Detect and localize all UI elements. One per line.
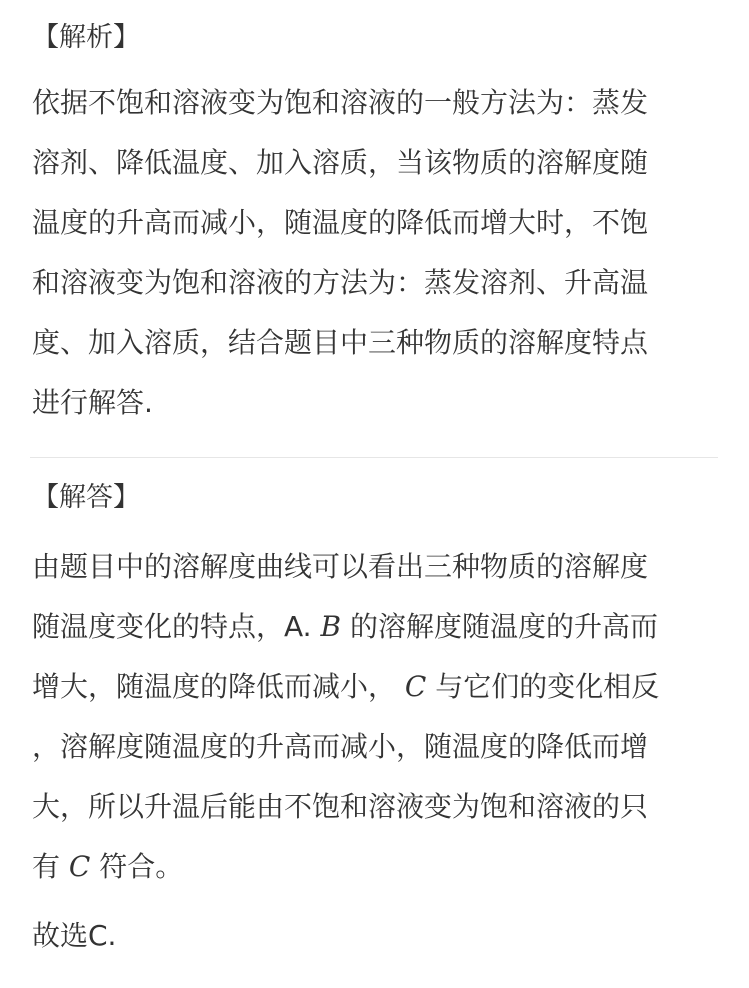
answer-line-3-text-a: 增大，随温度的降低而减小， — [32, 670, 405, 703]
analysis-label: 【解析】 — [32, 22, 140, 53]
answer-body — [32, 537, 717, 897]
math-variable-b: B — [320, 610, 342, 643]
analysis-section — [32, 18, 717, 58]
answer-line-6 — [32, 837, 717, 897]
analysis-line-3: 温度的升高而减小，随温度的降低而增大时，不饱 — [32, 206, 649, 239]
answer-line-2 — [32, 597, 717, 657]
answer-conclusion: 故选C. — [32, 919, 117, 952]
analysis-line-6: 进行解答. — [32, 386, 153, 419]
answer-line-3-text-c: 与它们的变化相反 — [426, 670, 660, 703]
answer-section — [32, 478, 717, 518]
answer-line-2-text-c: 的溶解度随温度的升高而 — [341, 610, 658, 643]
conclusion-block — [32, 906, 717, 966]
answer-line-5: 大，所以升温后能由不饱和溶液变为饱和溶液的只 — [32, 790, 649, 823]
answer-line-1: 由题目中的溶解度曲线可以看出三种物质的溶解度 — [32, 550, 649, 583]
answer-line-2-text-a: 随温度变化的特点，A. — [32, 610, 321, 643]
math-variable-c: C — [404, 670, 427, 703]
section-divider — [30, 457, 718, 458]
answer-label: 【解答】 — [32, 482, 140, 513]
analysis-line-5: 度、加入溶质，结合题目中三种物质的溶解度特点 — [32, 326, 649, 359]
answer-line-3 — [32, 657, 717, 717]
answer-line-6-text-a: 有 — [32, 850, 69, 883]
math-variable-c-2: C — [68, 850, 91, 883]
analysis-line-2: 溶剂、降低温度、加入溶质，当该物质的溶解度随 — [32, 146, 649, 179]
answer-line-6-text-c: 符合。 — [90, 850, 184, 883]
analysis-line-4: 和溶液变为饱和溶液的方法为：蒸发溶剂、升高温 — [32, 266, 649, 299]
analysis-line-1: 依据不饱和溶液变为饱和溶液的一般方法为：蒸发 — [32, 86, 649, 119]
analysis-body — [32, 73, 717, 433]
answer-line-4: ，溶解度随温度的升高而减小，随温度的降低而增 — [32, 730, 649, 763]
